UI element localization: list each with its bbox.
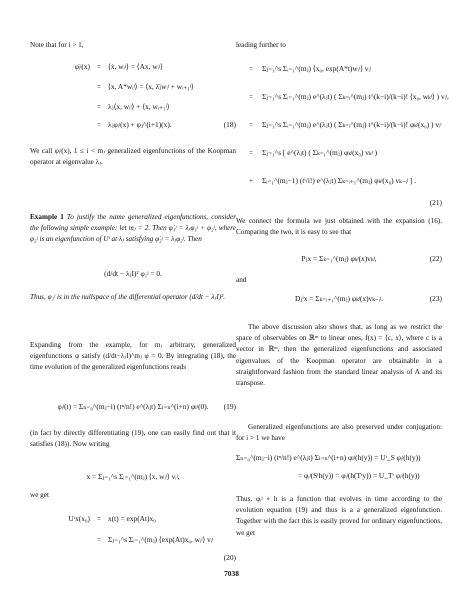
conjugation-equation: Σₙ₌₀^(mⱼ−i) (tⁿ/n!) e^(λⱼt) Σₗ₌ₙ^(i+n) φₗʲ(h(y)) = Uᵗ_S φᵢʲ(h(y)) (236, 453, 421, 462)
equation-number: (20) (223, 553, 236, 562)
equation-number: (23) (429, 294, 442, 303)
paragraph: (in fact by directly differentiating (19), one can easily find out that it satisfies (18)). Now writing (30, 429, 236, 449)
and-text: and (236, 276, 247, 284)
equation-row: = Σⱼ₌₁^s [ e^(λⱼt) ( Σₖ₌₁^(mⱼ) φₖʲ(x₀) vₖʲ ) (248, 148, 378, 157)
example-block (30, 212, 236, 246)
conjugation-equation: = φᵢʲ(Sᵗh(y)) = φᵢʲ(h(Tᵗy)) = U_Tᵗ φᵢʲ(h(y)) (298, 471, 420, 480)
page-number: 7038 (224, 569, 239, 578)
paragraph: Expanding from the example, for mⱼ arbitrary, generalized eigenfunctions φ satisfy (d/dt−λⱼI)^mⱼ φ = 0. By integrating (18), the time evolution of the generalized eigenfunctions reads (30, 341, 236, 372)
equation-row: φ̇ᵢʲ(x) = ⟨ẋ, wᵢʲ⟩ = ⟨Ax, wᵢʲ⟩ (74, 62, 163, 71)
equation-row: = Σⱼ₌₁^s Σᵢ₌₁^(mⱼ) e^(λⱼt) ( Σₖ₌ᵢ^(mⱼ) t^(k−i)/(k−i)! ⟨x₀, wₖʲ⟩ ) vᵢʲ, (248, 92, 449, 101)
equation-x: x = Σⱼ₌₁^s Σᵢ₌₁^(mⱼ) ⟨x, wᵢʲ⟩ vᵢʲ, (86, 472, 180, 481)
example-conclusion: Thus, φ₁ʲ is in the nullspace of the differential operator (d/dt − λⱼI)². (30, 293, 226, 301)
equation-row: = Σⱼ₌₁^s Σᵢ₌₁^(mⱼ) ⟨exp(At)x₀, wᵢʲ⟩ vᵢʲ (96, 535, 214, 544)
equation-22: Pⱼx = Σₖ₌₁^(mⱼ) φₖʲ(x)vₖʲ, (22) (236, 252, 442, 266)
paragraph: The above discussion also shows that, as long as we restrict the space of observables on ℝᵐ to linear ones, f(x) = ⟨c, x⟩, where c is a vector in ℝᵐ, then the generalized eigenfunctions and associated eigenvalues of the Koopman operator are obtainable in a straightforward fashion from the standard linear analysis of A and its transpose. (236, 323, 442, 388)
equation-row: = Σⱼ₌₁^s Σᵢ₌₁^(mⱼ) ⟨x₀, exp(A*t)wᵢʲ⟩ vᵢʲ (248, 64, 371, 73)
paragraph: Thus, φᵢʲ ∘ h is a function that evolves in time according to the evolution equation (19) and thus is a a generalized eigenfunction. Together with the fact this is easily proved for ordinary eigenfunctions, we get (236, 495, 442, 537)
equation-19: φᵢʲ(t) = Σₙ₌₀^(mⱼ−i) (tⁿ/n!) e^(λⱼt) Σₗ₌ₙ^(i+n) φₗʲ(0). (19) (30, 400, 236, 414)
paragraph: We call φᵢʲ(x), 1 ≤ i < mⱼ generalized eigenfunctions of the Koopman operator at eigenvalue λⱼ. (30, 147, 236, 167)
equation-row: Uᵗx(x₀) = x(t) = exp(At)x₀ (68, 514, 156, 523)
equation-row: = λⱼ⟨x, wᵢʲ⟩ + ⟨x, wᵢ₊₁ʲ⟩ (96, 102, 170, 111)
equation-number-row (236, 196, 442, 210)
example-label: Example 1 (30, 213, 64, 221)
leading-text: leading further to (236, 41, 286, 49)
example-equation: (d/dt − λⱼI)² φ₁ʲ = 0. (104, 269, 162, 278)
example-text: To justify the name generalized eigenfunctions, consider the following simple example: let mⱼ = 2. Then φ̇₁ʲ = λⱼφ₁ʲ + φ₂ʲ, where φ₂ʲ is an eigenfunction of Uᵗ at λⱼ satisfying φ̇₂ʲ = λⱼφ₂ʲ. Then (30, 213, 237, 244)
equation-row: = Σⱼ₌₁^s Σᵢ₌₁^(mⱼ) e^(λⱼt) ( Σₖ₌ᵢ^(mⱼ) t^(k−i)/(k−i)! φₖʲ(x₀) ) vᵢʲ (248, 120, 442, 129)
equation-number: (21) (429, 198, 442, 207)
equation-row: = ⟨x, A*wᵢʲ⟩ = ⟨x, λ̄ⱼwᵢʲ + wᵢ₊₁ʲ⟩ (96, 82, 194, 91)
equation-number: (19) (223, 402, 236, 411)
paragraph: We connect the formula we just obtained with the expansion (16). Comparing the two, it is easy to see that (236, 217, 442, 237)
equation-row: + Σᵢ₌₁^(mⱼ−1) (tⁱ/i!) e^(λⱼt) Σₖ₌ᵢ₊₁^(mⱼ) φₖʲ(x₀) vₖ₋ᵢʲ ] . (248, 176, 417, 185)
intro-text: Note that for i > 1, (30, 41, 84, 49)
equation-number-row (30, 551, 236, 565)
equation-number: (18) (223, 120, 236, 129)
equation-number: (22) (429, 254, 442, 263)
equation-row: = λⱼφᵢʲ(x) + φⱼ^(i+1)(x). (18) (30, 118, 236, 132)
equation-23: Dⱼⁱx = Σₖ₌ᵢ₊₁^(mⱼ) φₖʲ(x)vₖ₋ᵢʲ. (23) (236, 292, 442, 306)
we-get-text: we get (30, 491, 49, 499)
paragraph: Generalized eigenfunctions are also preserved under conjugation: for i > 1 we have (236, 423, 442, 443)
